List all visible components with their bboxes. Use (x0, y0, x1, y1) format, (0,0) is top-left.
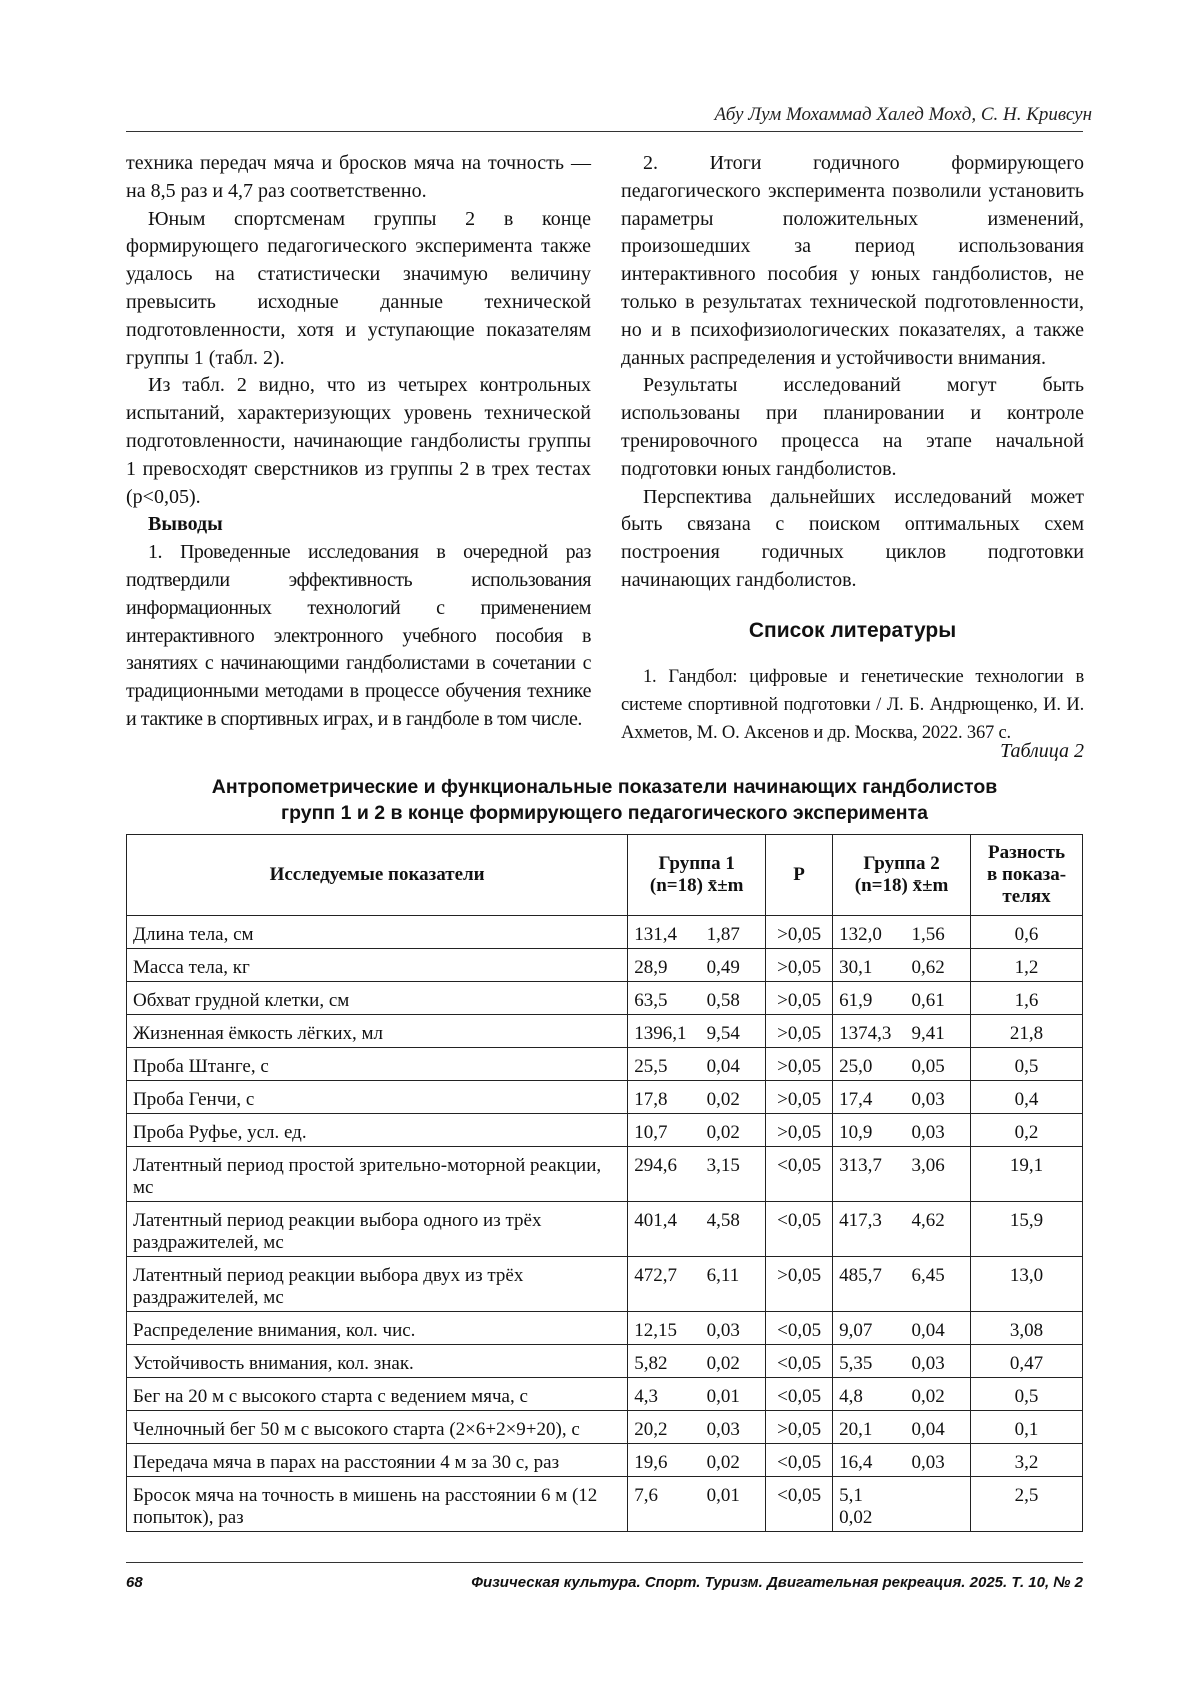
page-footer (126, 1574, 1083, 1591)
group2-error: 9,41 (911, 1023, 945, 1044)
cell-difference: 1,6 (971, 982, 1083, 1015)
cell-difference: 21,8 (971, 1015, 1083, 1048)
group2-error: 0,04 (911, 1419, 945, 1440)
group1-mean: 4,3 (634, 1386, 658, 1407)
cell-indicator: Проба Штанге, с (127, 1048, 628, 1081)
cell-indicator: Устойчивость внимания, кол. знак. (127, 1345, 628, 1378)
group2-mean: 9,07 (839, 1320, 873, 1341)
group2-mean: 10,9 (839, 1122, 873, 1143)
cell-group1 (628, 982, 766, 1015)
cell-indicator: Бег на 20 м с высокого старта с ведением мяча, с (127, 1378, 628, 1411)
table-row (127, 1345, 1083, 1378)
group2-mean: 16,4 (839, 1452, 873, 1473)
group1-error: 3,15 (706, 1155, 740, 1176)
cell-p: >0,05 (766, 982, 833, 1015)
group1-error: 6,11 (706, 1265, 740, 1286)
header-group1-line: Группа 1 (658, 853, 735, 874)
group2-error: 4,62 (911, 1210, 945, 1231)
cell-p: >0,05 (766, 916, 833, 949)
cell-group1 (628, 1345, 766, 1378)
cell-indicator: Челночный бег 50 м с высокого старта (2×6+2×9+20), с (127, 1411, 628, 1444)
cell-indicator: Проба Руфье, усл. ед. (127, 1114, 628, 1147)
header-group2-line: (n=18) x̄±m (854, 875, 949, 896)
cell-p: >0,05 (766, 1257, 833, 1312)
group1-mean: 10,7 (634, 1122, 668, 1143)
header-difference-line: в показа- (986, 864, 1067, 885)
group2-error: 3,06 (911, 1155, 945, 1176)
cell-p: <0,05 (766, 1312, 833, 1345)
table-body (127, 916, 1083, 1532)
cell-group2 (833, 1477, 971, 1532)
cell-difference: 19,1 (971, 1147, 1083, 1202)
group1-mean: 1396,1 (634, 1023, 687, 1044)
cell-difference: 1,2 (971, 949, 1083, 982)
paragraph: 1. Проведенные исследования в очередной раз подтвердили эффективность использования информационных технологий с применением интерактивного электронного учебного пособия в занятиях с начинающими гандболистами в сочетании с традиционными методами в процессе обучения технике и тактике в спортивных играх, и в гандболе в том числе. (126, 541, 591, 730)
header-difference-line: Разность (987, 842, 1065, 863)
left-column (126, 150, 591, 734)
group2-mean: 5,35 (839, 1353, 873, 1374)
cell-group2 (833, 1378, 971, 1411)
group2-error: 0,03 (911, 1452, 945, 1473)
cell-group2 (833, 1411, 971, 1444)
cell-indicator: Обхват грудной клетки, см (127, 982, 628, 1015)
cell-p: >0,05 (766, 949, 833, 982)
header-group1-line: (n=18) x̄±m (649, 875, 744, 896)
table-row (127, 949, 1083, 982)
cell-group1 (628, 1477, 766, 1532)
group1-error: 0,03 (706, 1320, 740, 1341)
cell-group1 (628, 1202, 766, 1257)
table-row (127, 982, 1083, 1015)
group1-mean: 25,5 (634, 1056, 668, 1077)
footer-rule (126, 1562, 1083, 1563)
group2-error: 0,61 (911, 990, 945, 1011)
paragraph: Юным спортсменам группы 2 в конце формирующего педагогического эксперимента также удалось на статистически значимую величину превысить исходные данные технической подготовленности, хотя и уступающие показателям группы 1 (табл. 2). (126, 207, 591, 369)
cell-group2 (833, 1202, 971, 1257)
header-indicators: Исследуемые показатели (127, 835, 628, 916)
cell-group1 (628, 1312, 766, 1345)
cell-difference: 3,2 (971, 1444, 1083, 1477)
header-difference (971, 835, 1083, 916)
table-row (127, 1015, 1083, 1048)
group2-error: 0,03 (911, 1353, 945, 1374)
header-rule (126, 131, 1083, 132)
cell-group2 (833, 1048, 971, 1081)
cell-indicator: Проба Генчи, с (127, 1081, 628, 1114)
cell-difference: 0,1 (971, 1411, 1083, 1444)
journal-title: Физическая культура. Спорт. Туризм. Двигательная рекреация. 2025. Т. 10, № 2 (471, 1574, 1083, 1591)
cell-difference: 0,5 (971, 1048, 1083, 1081)
paragraph: Результаты исследований могут быть использованы при планировании и контроле тренировочного процесса на этапе начальной подготовки юных гандболистов. (621, 374, 1084, 480)
cell-group2 (833, 1081, 971, 1114)
cell-indicator: Латентный период реакции выбора двух из трёх раздражителей, мс (127, 1257, 628, 1312)
group2-error: 0,05 (911, 1056, 945, 1077)
paragraph: Из табл. 2 видно, что из четырех контрольных испытаний, характеризующих уровень технической подготовленности, начинающие гандболисты группы 1 превосходят сверстников из группы 2 в трех тестах (p<0,05). (126, 374, 591, 508)
cell-p: <0,05 (766, 1202, 833, 1257)
cell-p: <0,05 (766, 1345, 833, 1378)
group1-error: 0,02 (706, 1089, 740, 1110)
group1-error: 0,02 (706, 1353, 740, 1374)
group1-mean: 5,82 (634, 1353, 668, 1374)
table-row (127, 1048, 1083, 1081)
references-heading: Список литературы (748, 618, 957, 642)
table-row (127, 1477, 1083, 1532)
cell-group2 (833, 1257, 971, 1312)
table-row (127, 1378, 1083, 1411)
cell-indicator: Латентный период реакции выбора одного из трёх раздражителей, мс (127, 1202, 628, 1257)
table-row (127, 916, 1083, 949)
group2-error: 0,03 (911, 1089, 945, 1110)
cell-group2 (833, 1015, 971, 1048)
group2-mean: 25,0 (839, 1056, 873, 1077)
cell-group2 (833, 916, 971, 949)
table-row (127, 1114, 1083, 1147)
group1-error: 0,02 (706, 1122, 740, 1143)
group1-error: 9,54 (706, 1023, 740, 1044)
table-title-line: групп 1 и 2 в конце формирующего педагогического эксперимента (281, 802, 928, 824)
paragraph: техника передач мяча и бросков мяча на точность — на 8,5 раз и 4,7 раз соответственно. (126, 152, 591, 202)
group1-mean: 472,7 (634, 1265, 677, 1286)
conclusions-heading: Выводы (148, 513, 223, 536)
cell-difference: 0,4 (971, 1081, 1083, 1114)
data-table (126, 834, 1083, 1532)
cell-group1 (628, 1378, 766, 1411)
table-title-line: Антропометрические и функциональные показатели начинающих гандболистов (211, 776, 998, 798)
cell-group2 (833, 982, 971, 1015)
group2-error: 1,56 (911, 924, 945, 945)
right-column (621, 150, 1084, 747)
group1-mean: 20,2 (634, 1419, 668, 1440)
cell-indicator: Передача мяча в парах на расстоянии 4 м за 30 с, раз (127, 1444, 628, 1477)
cell-group1 (628, 1147, 766, 1202)
group2-mean: 132,0 (839, 924, 882, 945)
group1-error: 1,87 (706, 924, 740, 945)
table-row (127, 1257, 1083, 1312)
cell-difference: 0,6 (971, 916, 1083, 949)
cell-p: <0,05 (766, 1444, 833, 1477)
cell-group1 (628, 1015, 766, 1048)
header-difference-line: телях (1002, 886, 1051, 907)
cell-p: >0,05 (766, 1114, 833, 1147)
table-title (126, 774, 1083, 826)
group2-mean: 20,1 (839, 1419, 873, 1440)
cell-indicator: Бросок мяча на точность в мишень на расстоянии 6 м (12 попыток), раз (127, 1477, 628, 1532)
cell-group1 (628, 949, 766, 982)
header-p: P (766, 835, 833, 916)
cell-group2 (833, 1312, 971, 1345)
group1-mean: 294,6 (634, 1155, 677, 1176)
cell-p: >0,05 (766, 1048, 833, 1081)
table-row (127, 1202, 1083, 1257)
group1-error: 0,58 (706, 990, 740, 1011)
cell-group1 (628, 1411, 766, 1444)
group2-error: 0,02 (839, 1507, 873, 1528)
group2-mean: 30,1 (839, 957, 873, 978)
cell-group2 (833, 1147, 971, 1202)
group2-error: 0,03 (911, 1122, 945, 1143)
cell-group2 (833, 1114, 971, 1147)
group1-error: 0,01 (706, 1386, 740, 1407)
table-header-row (127, 835, 1083, 916)
group1-mean: 131,4 (634, 924, 677, 945)
cell-p: >0,05 (766, 1081, 833, 1114)
group2-mean: 313,7 (839, 1155, 882, 1176)
group2-mean: 17,4 (839, 1089, 873, 1110)
cell-group1 (628, 1048, 766, 1081)
running-head: Абу Лум Мохаммад Халед Мохд, С. Н. Кривсун (714, 104, 1092, 125)
group2-mean: 5,1 (839, 1485, 863, 1506)
group1-error: 4,58 (706, 1210, 740, 1231)
group1-mean: 401,4 (634, 1210, 677, 1231)
group1-mean: 28,9 (634, 957, 668, 978)
group1-error: 0,03 (706, 1419, 740, 1440)
table-row (127, 1312, 1083, 1345)
cell-difference: 13,0 (971, 1257, 1083, 1312)
table-caption: Таблица 2 (1000, 740, 1084, 762)
cell-p: <0,05 (766, 1477, 833, 1532)
header-group2 (833, 835, 971, 916)
cell-difference: 15,9 (971, 1202, 1083, 1257)
group1-error: 0,02 (706, 1452, 740, 1473)
table-row (127, 1411, 1083, 1444)
cell-group1 (628, 1114, 766, 1147)
page-number: 68 (126, 1574, 143, 1591)
cell-difference: 0,2 (971, 1114, 1083, 1147)
table-row (127, 1444, 1083, 1477)
cell-group2 (833, 949, 971, 982)
group1-mean: 63,5 (634, 990, 668, 1011)
cell-group2 (833, 1345, 971, 1378)
cell-indicator: Латентный период простой зрительно-моторной реакции, мс (127, 1147, 628, 1202)
table-row (127, 1147, 1083, 1202)
cell-group1 (628, 916, 766, 949)
cell-p: <0,05 (766, 1147, 833, 1202)
group2-mean: 485,7 (839, 1265, 882, 1286)
group2-error: 0,62 (911, 957, 945, 978)
cell-difference: 2,5 (971, 1477, 1083, 1532)
cell-p: >0,05 (766, 1015, 833, 1048)
group1-error: 0,04 (706, 1056, 740, 1077)
group1-mean: 7,6 (634, 1485, 658, 1506)
cell-p: >0,05 (766, 1411, 833, 1444)
header-group2-line: Группа 2 (863, 853, 940, 874)
group1-error: 0,49 (706, 957, 740, 978)
group2-error: 0,02 (911, 1386, 945, 1407)
group1-error: 0,01 (706, 1485, 740, 1506)
cell-indicator: Масса тела, кг (127, 949, 628, 982)
cell-indicator: Длина тела, см (127, 916, 628, 949)
group2-mean: 61,9 (839, 990, 873, 1011)
cell-difference: 0,5 (971, 1378, 1083, 1411)
cell-group2 (833, 1444, 971, 1477)
table-row (127, 1081, 1083, 1114)
header-group1 (628, 835, 766, 916)
group2-mean: 1374,3 (839, 1023, 892, 1044)
cell-group1 (628, 1257, 766, 1312)
paragraph: 2. Итоги годичного формирующего педагогического эксперимента позволили установить параметры положительных изменений, произошедших за период использования интерактивного пособия у юных гандболистов, не только в результатах технической подготовленности, но и в психофизиологических показателях, а также данных распределения и устойчивости внимания. (621, 152, 1084, 369)
cell-difference: 0,47 (971, 1345, 1083, 1378)
group2-mean: 417,3 (839, 1210, 882, 1231)
group1-mean: 17,8 (634, 1089, 668, 1110)
cell-indicator: Жизненная ёмкость лёгких, мл (127, 1015, 628, 1048)
group2-error: 0,04 (911, 1320, 945, 1341)
group2-mean: 4,8 (839, 1386, 863, 1407)
paragraph: Перспектива дальнейших исследований может быть связана с поиском оптимальных схем построения годичных циклов подготовки начинающих гандболистов. (621, 485, 1084, 591)
cell-p: <0,05 (766, 1378, 833, 1411)
cell-difference: 3,08 (971, 1312, 1083, 1345)
group2-error: 6,45 (911, 1265, 945, 1286)
group1-mean: 19,6 (634, 1452, 668, 1473)
reference-item: 1. Гандбол: цифровые и генетические технологии в системе спортивной подготовки / Л. Б. Андрющенко, И. И. Ахметов, М. О. Аксенов и др. Москва, 2022. 367 с. (621, 666, 1084, 743)
cell-group1 (628, 1081, 766, 1114)
cell-group1 (628, 1444, 766, 1477)
group1-mean: 12,15 (634, 1320, 677, 1341)
cell-indicator: Распределение внимания, кол. чис. (127, 1312, 628, 1345)
